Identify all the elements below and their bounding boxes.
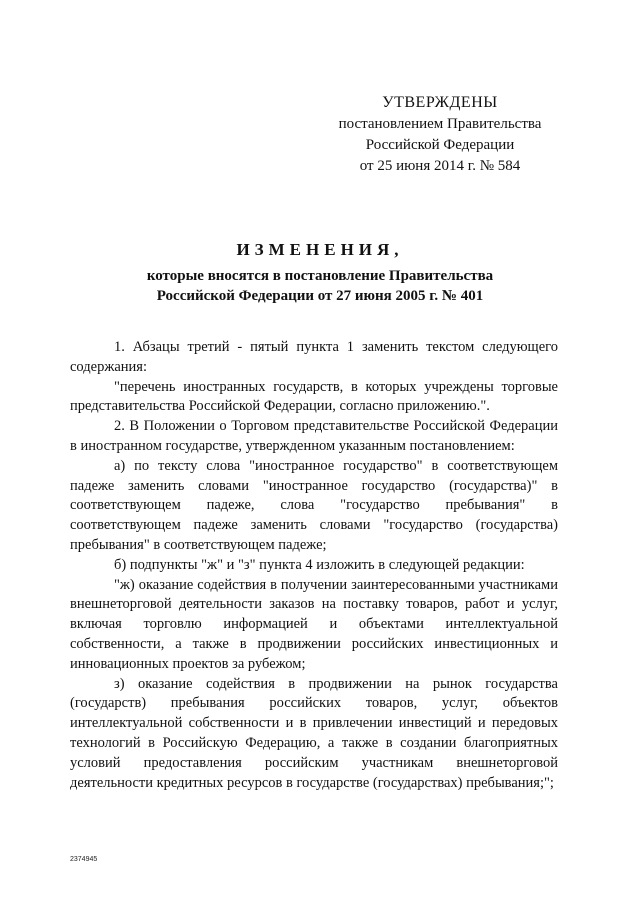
document-code: 2374945 [70,856,98,863]
document-body [70,338,558,793]
paragraph-1: 1. Абзацы третий - пятый пункта 1 заменить текстом следующего содержания: [70,339,558,375]
subtitle-line-1: которые вносятся в постановление Правительства [146,268,494,284]
approval-stamp [330,92,550,177]
document-title: ИЗМЕНЕНИЯ, [236,240,404,259]
document-subtitle [60,266,580,306]
paragraph-6: "ж) оказание содействия в получении заинтересованными участниками внешнеторговой деятельности заказов на поставку товаров, работ и услуг, включая торговлю информацией и объектами интеллектуальной собственности, а также в продвижении российских инвестиционных и инновационных проектов за рубежом; [70,576,558,672]
paragraph-3: 2. В Положении о Торговом представительстве Российской Федерации в иностранном государстве, утвержденном указанным постановлением: [70,418,558,454]
approval-line-2: Российской Федерации [365,137,515,153]
paragraph-2: "перечень иностранных государств, в которых учреждены торговые представительства Российской Федерации, согласно приложению.". [70,378,558,415]
paragraph-5: б) подпункты "ж" и "з" пункта 4 изложить в следующей редакции: [114,556,525,573]
approval-line-1: постановлением Правительства [338,116,542,132]
subtitle-line-2: Российской Федерации от 27 июня 2005 г. № 401 [156,288,484,304]
approval-title: УТВЕРЖДЕНЫ [382,94,498,111]
paragraph-4: а) по тексту слова "иностранное государство" в соответствующем падеже заменить словами "иностранное государство (государства)" в соответствующем падеже, слова "государство пребывания" в соответствующем падеже заменить словами "государство (государства) пребывания" в соответствующем падеже; [70,457,558,553]
paragraph-7: з) оказание содействия в продвижении на рынок государства (государств) пребывания российских товаров, услуг, объектов интеллектуальной собственности и в привлечении инвестиций и передовых технологий в Российскую Федерацию, а также в создании благоприятных условий предоставления российским участникам внешнеторговой деятельности кредитных ресурсов в государстве (государствах) пребывания;"; [70,675,558,791]
approval-line-3: от 25 июня 2014 г. № 584 [359,158,521,174]
